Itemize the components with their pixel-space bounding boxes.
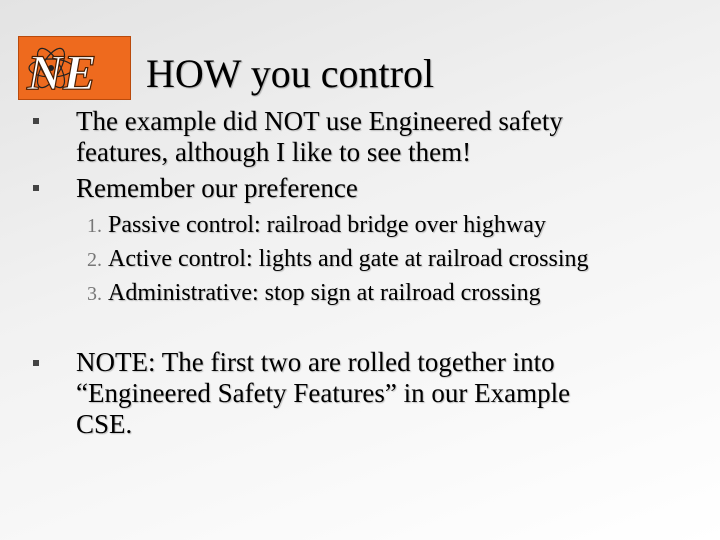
bullet-text-line: The example did NOT use Engineered safety	[76, 106, 563, 136]
bullet-text-line: CSE.	[76, 409, 133, 439]
atom-icon	[19, 37, 130, 99]
bullet-marker	[33, 118, 39, 124]
bullet-text-line: features, although I like to see them!	[76, 137, 472, 167]
list-item-text: Administrative: stop sign at railroad crossing	[108, 280, 541, 306]
list-number: 2.	[87, 249, 102, 271]
bullet-text-line: NOTE: The first two are rolled together into	[76, 347, 555, 377]
bullet-marker	[33, 360, 39, 366]
list-number: 1.	[87, 215, 102, 237]
bullet-text-line: Remember our preference	[76, 173, 358, 203]
bullet-text-line: “Engineered Safety Features” in our Example	[76, 378, 571, 408]
logo-text: NE	[27, 44, 97, 99]
bullet-marker	[33, 185, 39, 191]
list-item-text: Active control: lights and gate at railroad crossing	[108, 246, 589, 272]
list-number: 3.	[87, 283, 102, 305]
ne-logo	[18, 36, 131, 100]
list-item-text: Passive control: railroad bridge over highway	[108, 212, 546, 238]
slide-title: HOW you control	[146, 51, 435, 96]
